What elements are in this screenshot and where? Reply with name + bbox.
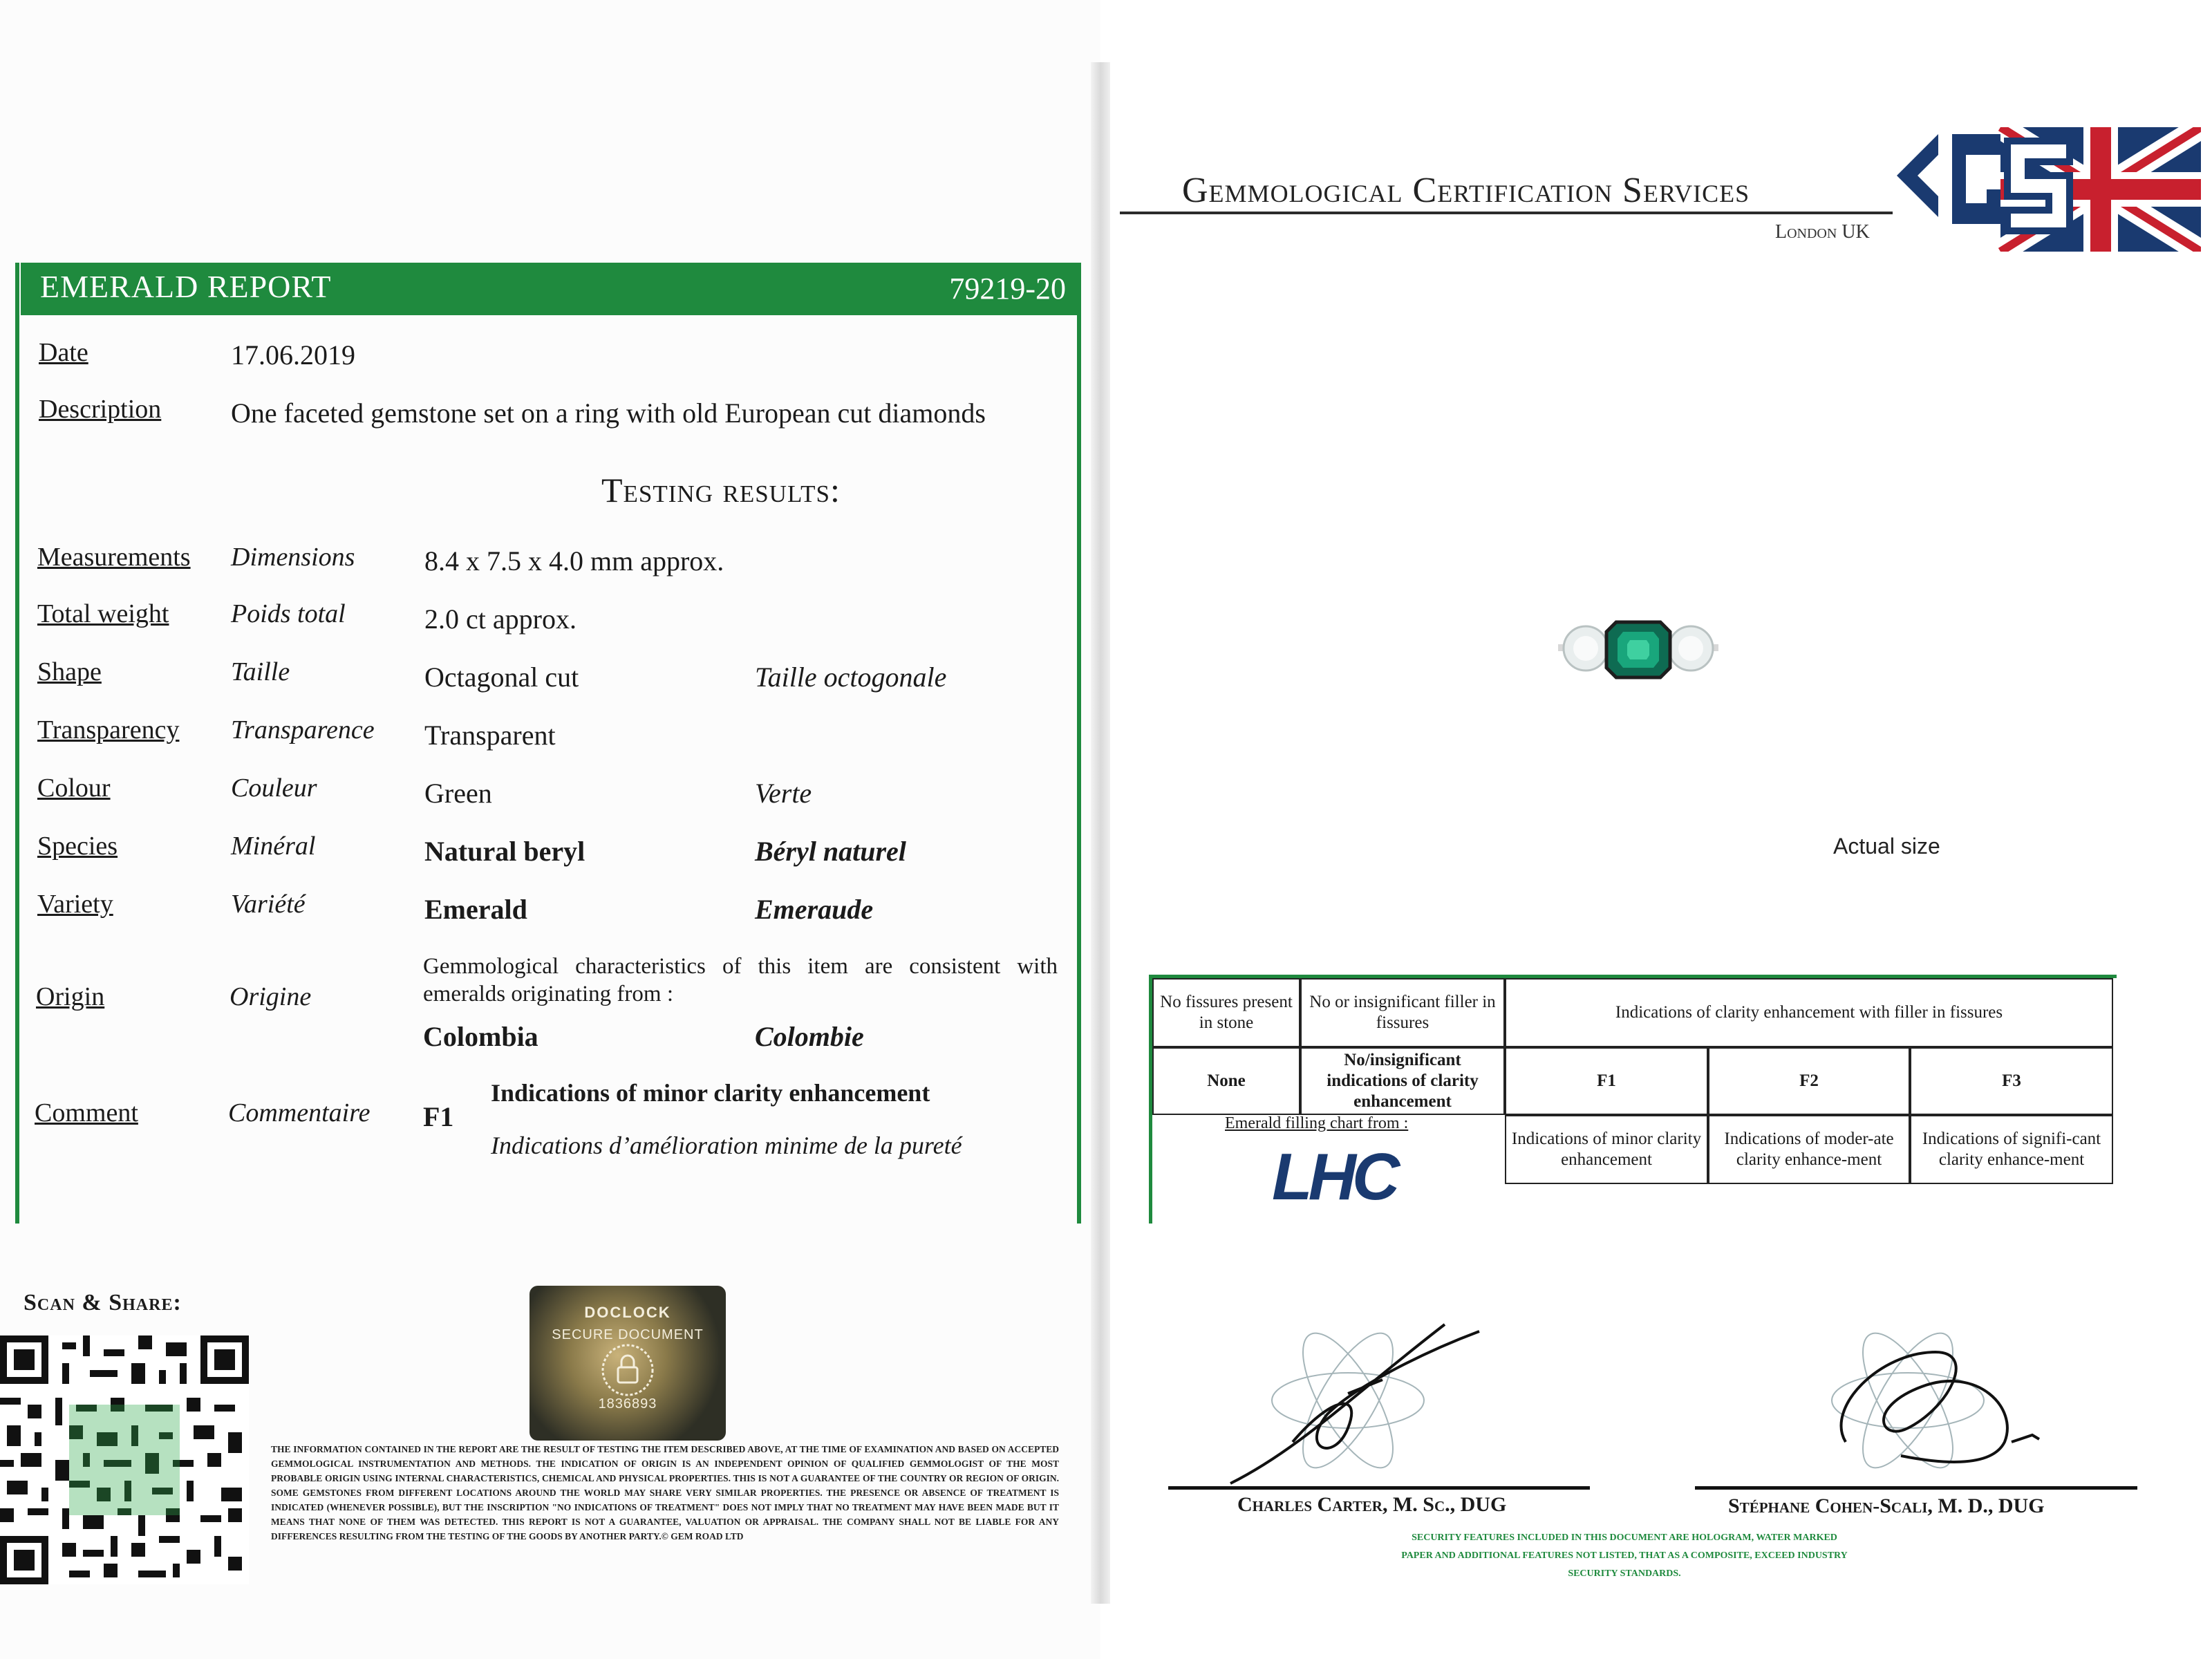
report-header (21, 263, 1081, 315)
signature-stamp-1 (1217, 1311, 1507, 1490)
page-spine (1091, 62, 1110, 1604)
hologram-brand: DOCLOCK (584, 1304, 671, 1321)
padlock-icon (601, 1344, 654, 1396)
row-label-fr: Minéral (231, 832, 316, 861)
signature-line-1 (1168, 1486, 1590, 1490)
comment-value: Indications of minor clarity enhancement (491, 1079, 930, 1107)
table-header-no-filler: No or insignificant filler in fissures (1300, 978, 1505, 1047)
row-value: Emerald (424, 894, 527, 925)
report-number: 79219-20 (949, 272, 1066, 306)
table-desc-f2: Indications of moder-ate clarity enhance-ment (1708, 1115, 1910, 1184)
table-header-no-fissures: No fissures present in stone (1152, 978, 1300, 1047)
row-value-fr: Verte (755, 778, 812, 809)
comment-label: Comment (35, 1098, 138, 1127)
row-label-fr: Poids total (231, 599, 346, 628)
row-value: 8.4 x 7.5 x 4.0 mm approx. (424, 545, 724, 577)
row-label: Measurements (37, 543, 191, 572)
comment-value-fr: Indications d’amélioration minime de la pureté (491, 1132, 962, 1159)
table-desc-f3: Indications of signifi-cant clarity enhance-ment (1910, 1115, 2113, 1184)
table-desc-f1: Indications of minor clarity enhancement (1505, 1115, 1708, 1184)
row-label-fr: Transparence (231, 715, 375, 744)
origin-note: Gemmological characteristics of this item are consistent with emeralds originating from : (423, 954, 1058, 1006)
table-cell-no-insignificant: No/insignificant indications of clarity enhancement (1300, 1047, 1505, 1115)
table-green-edge (1149, 1113, 1152, 1224)
comment-code: F1 (423, 1101, 454, 1132)
row-value-fr: Taille octogonale (755, 662, 947, 693)
doclock-hologram (529, 1286, 726, 1441)
signature-stamp-2 (1797, 1324, 2088, 1490)
table-cell-none: None (1152, 1047, 1300, 1115)
row-label-fr: Couleur (231, 774, 317, 803)
report-title: EMERALD REPORT (40, 269, 332, 304)
row-label: Species (37, 832, 118, 861)
table-header-indications: Indications of clarity enhancement with filler in fissures (1505, 978, 2113, 1047)
origin-value-fr: Colombie (755, 1021, 864, 1052)
emerald-ring-photo (1555, 606, 1721, 688)
row-label: Variety (37, 890, 113, 919)
origin-label-fr: Origine (229, 982, 312, 1011)
table-cell-f2: F2 (1708, 1047, 1910, 1115)
testing-results-heading: Testing results: (601, 471, 841, 509)
disclaimer-text: THE INFORMATION CONTAINED IN THE REPORT ARE THE RESULT OF TESTING THE ITEM DESCRIBED ABOVE, AT THE TIME OF EXAMINATION AND BASED ON ACCEPTED GEMMOLOGICAL INSTRUMENTATION AND METHODS. THE INDICATION OF ORIGIN IS AN INDEPENDENT OPINION OF QUALIFIED GEMMOLOGIST OF THE MOST PROBABLE ORIGIN USING INTERNAL CHARACTERISTICS, CHEMICAL AND PHYSICAL PROPERTIES. THIS IS NOT A GUARANTEE OF THE COUNTRY OR REGION OF ORIGIN. SOME GEMSTONES FROM DIFFERENT LOCATIONS AROUND THE WORLD MAY SHARE VERY SIMILAR PROPERTIES. THE PRESENCE OR ABSENCE OF TREATMENT IS INDICATED (WHENEVER POSSIBLE), BUT THE INSCRIPTION "NO INDICATIONS OF TREATMENT" DOES NOT IMPLY THAT NO TREATMENT MAY HAVE BEEN MADE BUT IT MEANS THAT NONE OF THEM WAS DETECTED. THIS REPORT IS NOT A GUARANTEE, VALUATION OR APPRAISAL. THE COMPANY SHALL NOT BE LIABLE FOR ANY DIFFERENCES RESULTING FROM THE TESTING OF THE GOODS BY ANOTHER PARTY.© GEM ROAD LTD (271, 1444, 1059, 1541)
row-label-fr: Dimensions (231, 543, 355, 572)
row-label-fr: Variété (231, 890, 306, 919)
row-value: Octagonal cut (424, 662, 579, 693)
table-cell-f1: F1 (1505, 1047, 1708, 1115)
row-value-fr: Béryl naturel (755, 836, 906, 867)
signature-line-2 (1695, 1486, 2137, 1490)
comment-label-fr: Commentaire (228, 1098, 371, 1127)
date-label: Date (39, 338, 88, 367)
signatory-name-2: Stéphane Cohen-Scali, M. D., DUG (1728, 1494, 2045, 1517)
gcs-title: Gemmological Certification Services (1182, 171, 1750, 210)
actual-size-caption: Actual size (1833, 834, 1940, 859)
row-label: Colour (37, 774, 111, 803)
origin-label: Origin (36, 982, 105, 1011)
date-value: 17.06.2019 (231, 339, 355, 371)
row-value: Green (424, 778, 492, 809)
row-label: Shape (37, 657, 102, 686)
row-label: Total weight (37, 599, 169, 628)
origin-value: Colombia (423, 1021, 538, 1052)
lhc-logo (1272, 1139, 1396, 1215)
description-value: One faceted gemstone set on a ring with old European cut diamonds (231, 397, 986, 429)
gcs-title-rule (1120, 212, 1893, 214)
qr-code[interactable] (0, 1335, 249, 1584)
hologram-secure-text: SECURE DOCUMENT (552, 1327, 704, 1342)
lhc-logo-text: LHC (1272, 1140, 1396, 1214)
lhc-chart-link[interactable]: Emerald filling chart from : (1225, 1114, 1409, 1132)
row-value: Transparent (424, 720, 556, 751)
row-label-fr: Taille (231, 657, 290, 686)
row-value: Natural beryl (424, 836, 585, 867)
scan-share-title: Scan & Share: (24, 1290, 182, 1315)
hologram-serial: 1836893 (598, 1396, 657, 1412)
table-cell-f3: F3 (1910, 1047, 2113, 1115)
description-label: Description (39, 395, 162, 424)
gcs-union-flag-logo (1897, 127, 2201, 252)
row-value: 2.0 ct approx. (424, 603, 577, 635)
row-label: Transparency (37, 715, 180, 744)
row-value-fr: Emeraude (755, 894, 874, 925)
gcs-location: London UK (1775, 221, 1870, 243)
signatory-name-1: Charles Carter, M. Sc., DUG (1237, 1493, 1507, 1516)
security-features-note: SECURITY FEATURES INCLUDED IN THIS DOCUMENT ARE HOLOGRAM, WATER MARKED PAPER AND ADDITIONAL FEATURES NOT LISTED, THAT AS A COMPOSITE, EXCEED INDUSTRY SECURITY STANDARDS. (1401, 1533, 1848, 1579)
